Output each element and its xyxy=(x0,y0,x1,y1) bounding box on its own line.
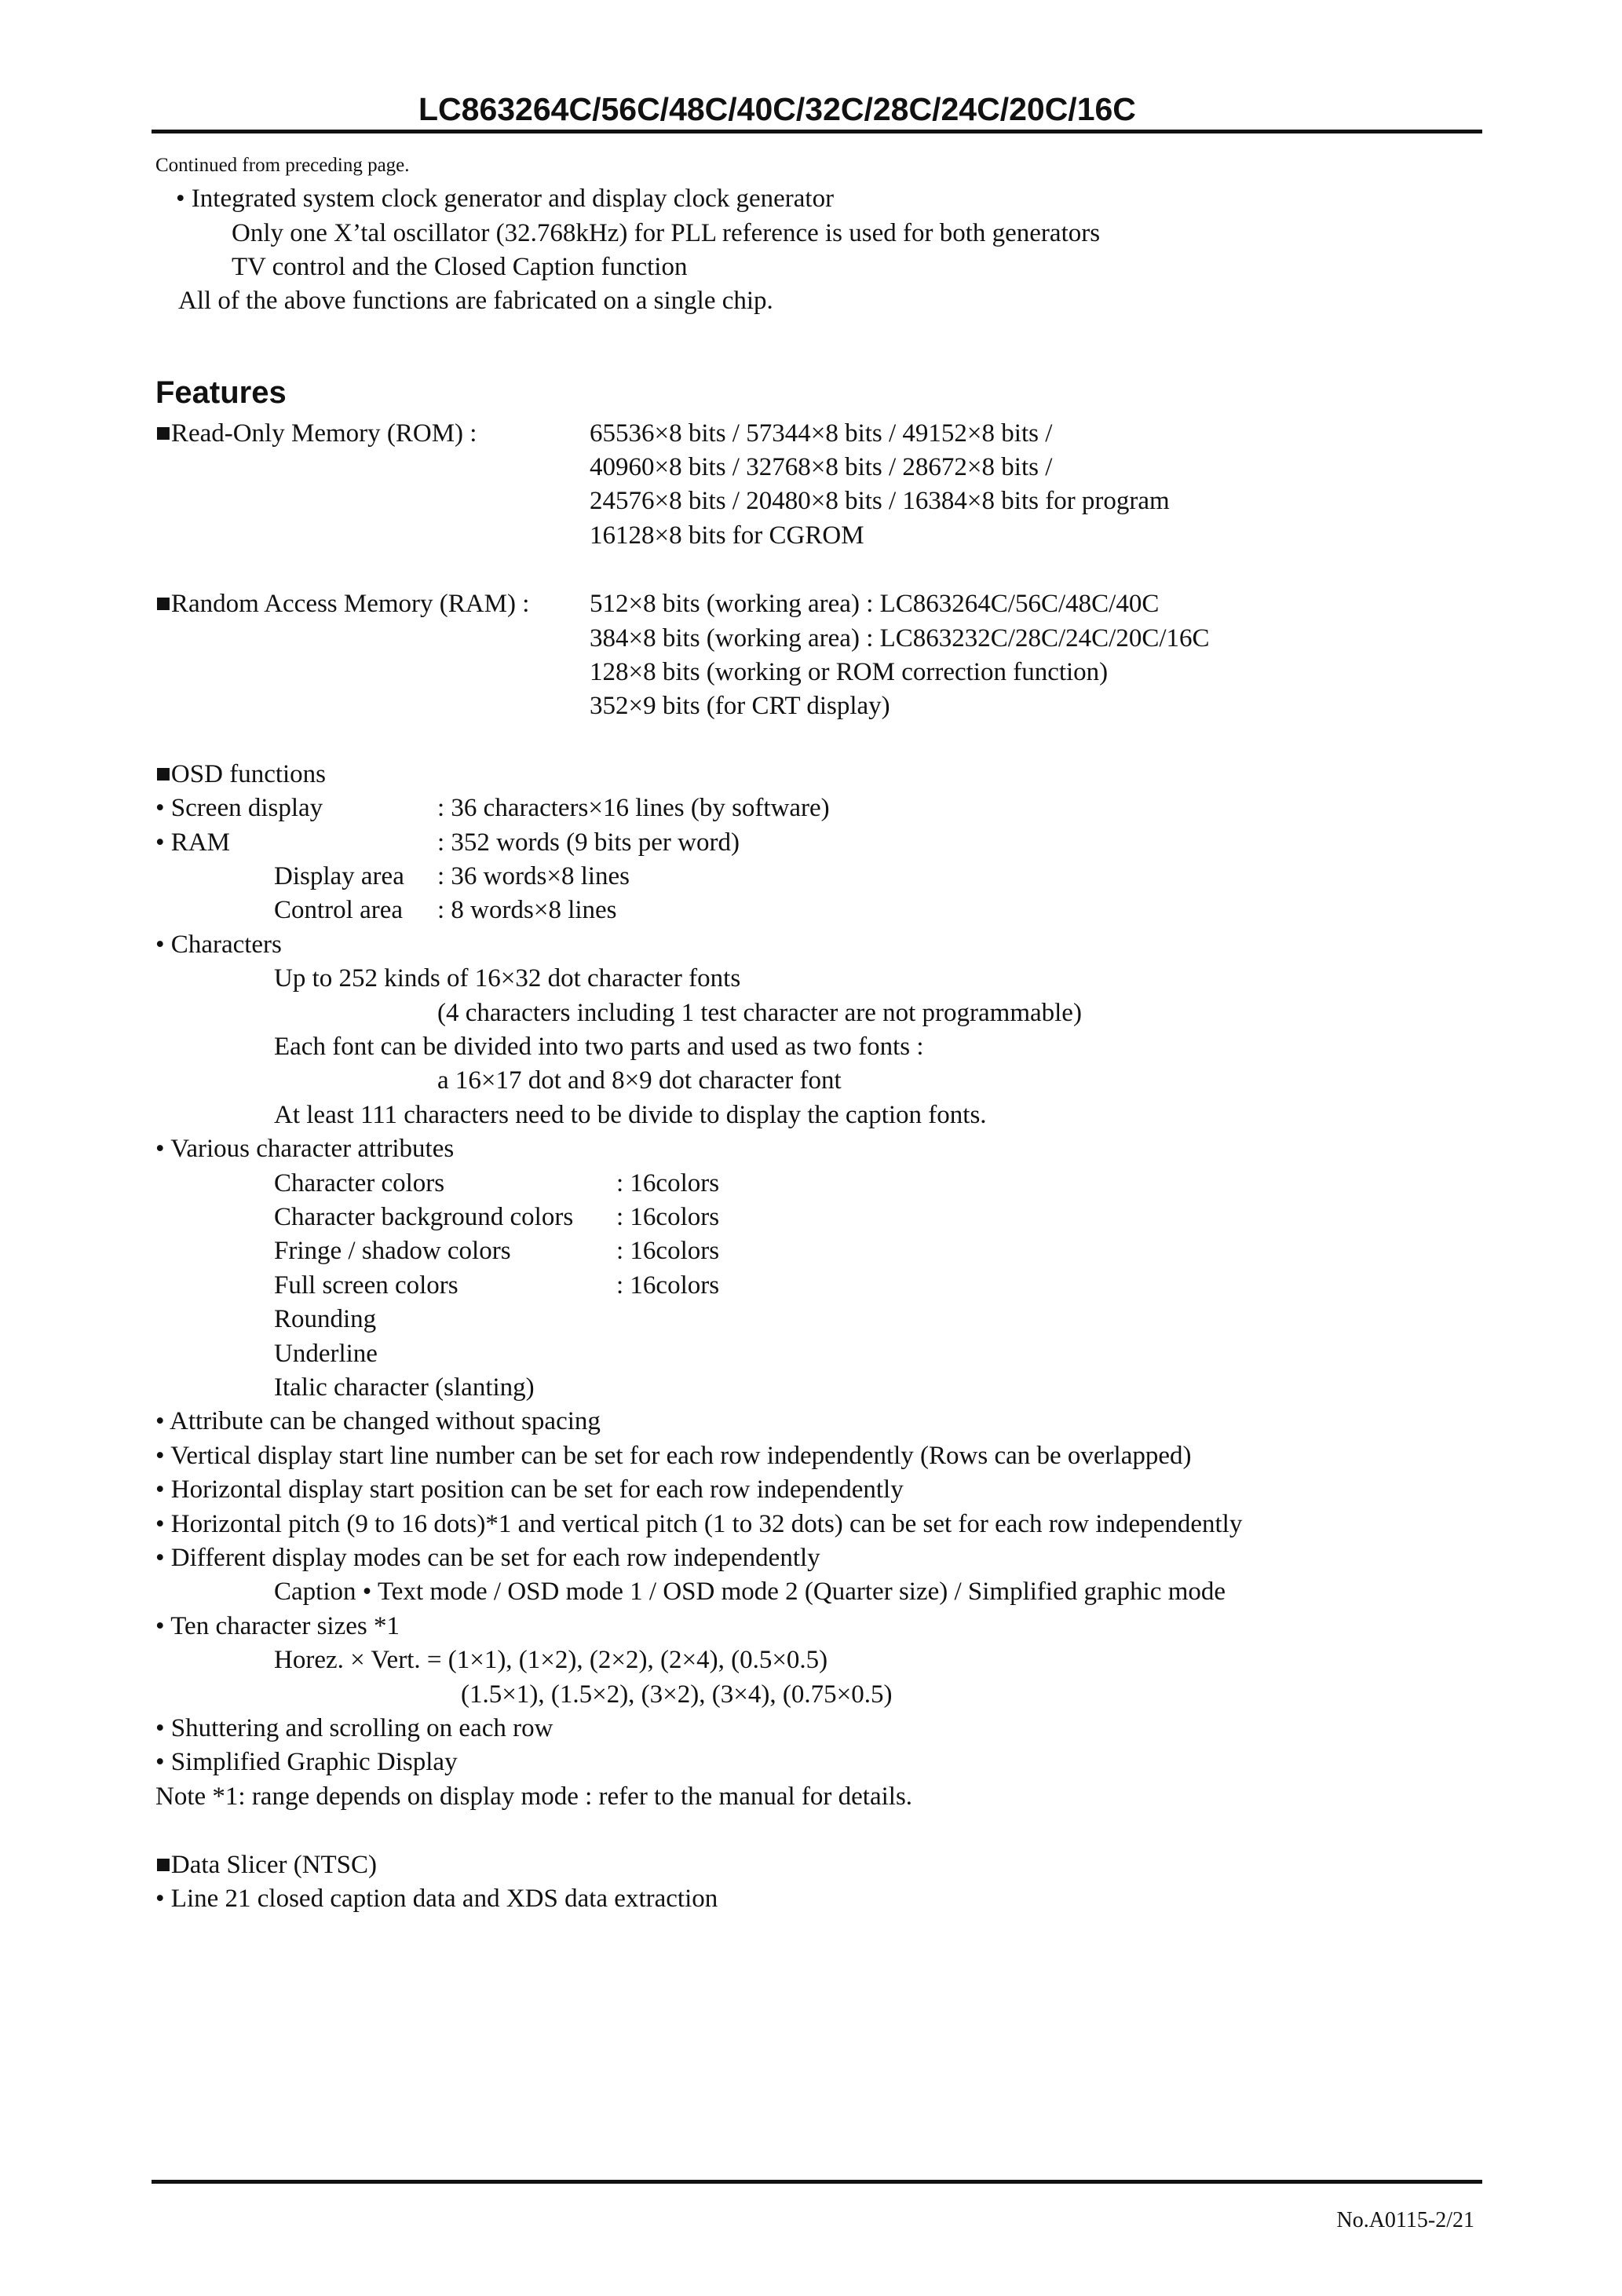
attribute-name: Underline xyxy=(274,1340,378,1368)
data-slicer-line: • Line 21 closed caption data and XDS data extraction xyxy=(155,1885,718,1913)
osd-heading: ■OSD functions xyxy=(155,760,327,788)
footnote: Note *1: range depends on display mode : refer to the manual for details. xyxy=(155,1782,913,1811)
intro-line: All of the above functions are fabricated on a single chip. xyxy=(178,287,773,315)
characters-line: Each font can be divided into two parts and used as two fonts : xyxy=(274,1033,924,1061)
rom-line: 16128×8 bits for CGROM xyxy=(590,521,864,550)
data-slicer-heading: ■Data Slicer (NTSC) xyxy=(155,1851,378,1879)
osd-item-value: : 36 characters×16 lines (by software) xyxy=(437,794,830,822)
features-heading: Features xyxy=(155,375,287,410)
ram-label: ■Random Access Memory (RAM) : xyxy=(155,590,530,618)
osd-item-value: : 36 words×8 lines xyxy=(437,862,630,890)
osd-bullet: • Shuttering and scrolling on each row xyxy=(155,1714,553,1742)
ram-line: 352×9 bits (for CRT display) xyxy=(590,692,890,720)
osd-bullet: • Different display modes can be set for each row independently xyxy=(155,1544,820,1572)
rom-line: 24576×8 bits / 20480×8 bits / 16384×8 bits for program xyxy=(590,487,1170,515)
characters-label: • Characters xyxy=(155,930,282,959)
attribute-value: : 16colors xyxy=(616,1169,720,1197)
osd-bullet: • Attribute can be changed without spacing xyxy=(155,1407,601,1435)
attribute-name: Fringe / shadow colors xyxy=(274,1237,511,1265)
page-number: No.A0115-2/21 xyxy=(1336,2208,1474,2232)
osd-item-label: • Screen display xyxy=(155,794,323,822)
attribute-name: Italic character (slanting) xyxy=(274,1373,535,1402)
attribute-name: Full screen colors xyxy=(274,1271,458,1300)
osd-item-value: : 8 words×8 lines xyxy=(437,896,617,924)
osd-bullet: • Simplified Graphic Display xyxy=(155,1748,458,1776)
attribute-value: : 16colors xyxy=(616,1271,720,1300)
characters-line: (4 characters including 1 test character are not programmable) xyxy=(437,999,1082,1027)
osd-bullet: • Horizontal display start position can be set for each row independently xyxy=(155,1475,904,1504)
intro-line: • Integrated system clock generator and display clock generator xyxy=(176,185,835,213)
attribute-name: Rounding xyxy=(274,1305,377,1333)
osd-bullet: • Vertical display start line number can be set for each row independently (Rows can be overlapped) xyxy=(155,1442,1192,1470)
attribute-name: Character background colors xyxy=(274,1203,574,1231)
characters-line: At least 111 characters need to be divide to display the caption fonts. xyxy=(274,1101,987,1129)
osd-bullet: • Horizontal pitch (9 to 16 dots)*1 and vertical pitch (1 to 32 dots) can be set for each row independently xyxy=(155,1510,1243,1538)
attribute-value: : 16colors xyxy=(616,1237,720,1265)
osd-item-value: : 352 words (9 bits per word) xyxy=(437,828,740,857)
rom-line: 40960×8 bits / 32768×8 bits / 28672×8 bits / xyxy=(590,453,1053,481)
sizes-line: (1.5×1), (1.5×2), (3×2), (3×4), (0.75×0.5) xyxy=(461,1680,893,1709)
attribute-name: Character colors xyxy=(274,1169,445,1197)
document-title: LC863264C/56C/48C/40C/32C/28C/24C/20C/16C xyxy=(418,91,1136,127)
characters-line: a 16×17 dot and 8×9 dot character font xyxy=(437,1066,842,1095)
rom-label: ■Read-Only Memory (ROM) : xyxy=(155,419,477,448)
ram-line: 128×8 bits (working or ROM correction function) xyxy=(590,658,1109,686)
header-rule xyxy=(152,130,1482,133)
intro-line: TV control and the Closed Caption function xyxy=(232,253,688,281)
intro-line: Only one X’tal oscillator (32.768kHz) for PLL reference is used for both generators xyxy=(232,219,1101,247)
ram-line: 512×8 bits (working area) : LC863264C/56C/48C/40C xyxy=(590,590,1160,618)
display-modes-line: Caption • Text mode / OSD mode 1 / OSD mode 2 (Quarter size) / Simplified graphic mode xyxy=(274,1578,1226,1606)
osd-item-label: Control area xyxy=(274,896,404,924)
sizes-line: Horez. × Vert. = (1×1), (1×2), (2×2), (2×4), (0.5×0.5) xyxy=(274,1646,828,1674)
rom-line: 65536×8 bits / 57344×8 bits / 49152×8 bits / xyxy=(590,419,1053,448)
continued-note: Continued from preceding page. xyxy=(155,155,410,176)
characters-line: Up to 252 kinds of 16×32 dot character fonts xyxy=(274,964,741,993)
sizes-label: • Ten character sizes *1 xyxy=(155,1612,400,1640)
attributes-label: • Various character attributes xyxy=(155,1135,455,1163)
attribute-value: : 16colors xyxy=(616,1203,720,1231)
footer-rule xyxy=(152,2180,1482,2184)
ram-line: 384×8 bits (working area) : LC863232C/28C/24C/20C/16C xyxy=(590,624,1210,653)
osd-item-label: • RAM xyxy=(155,828,230,857)
osd-item-label: Display area xyxy=(274,862,404,890)
